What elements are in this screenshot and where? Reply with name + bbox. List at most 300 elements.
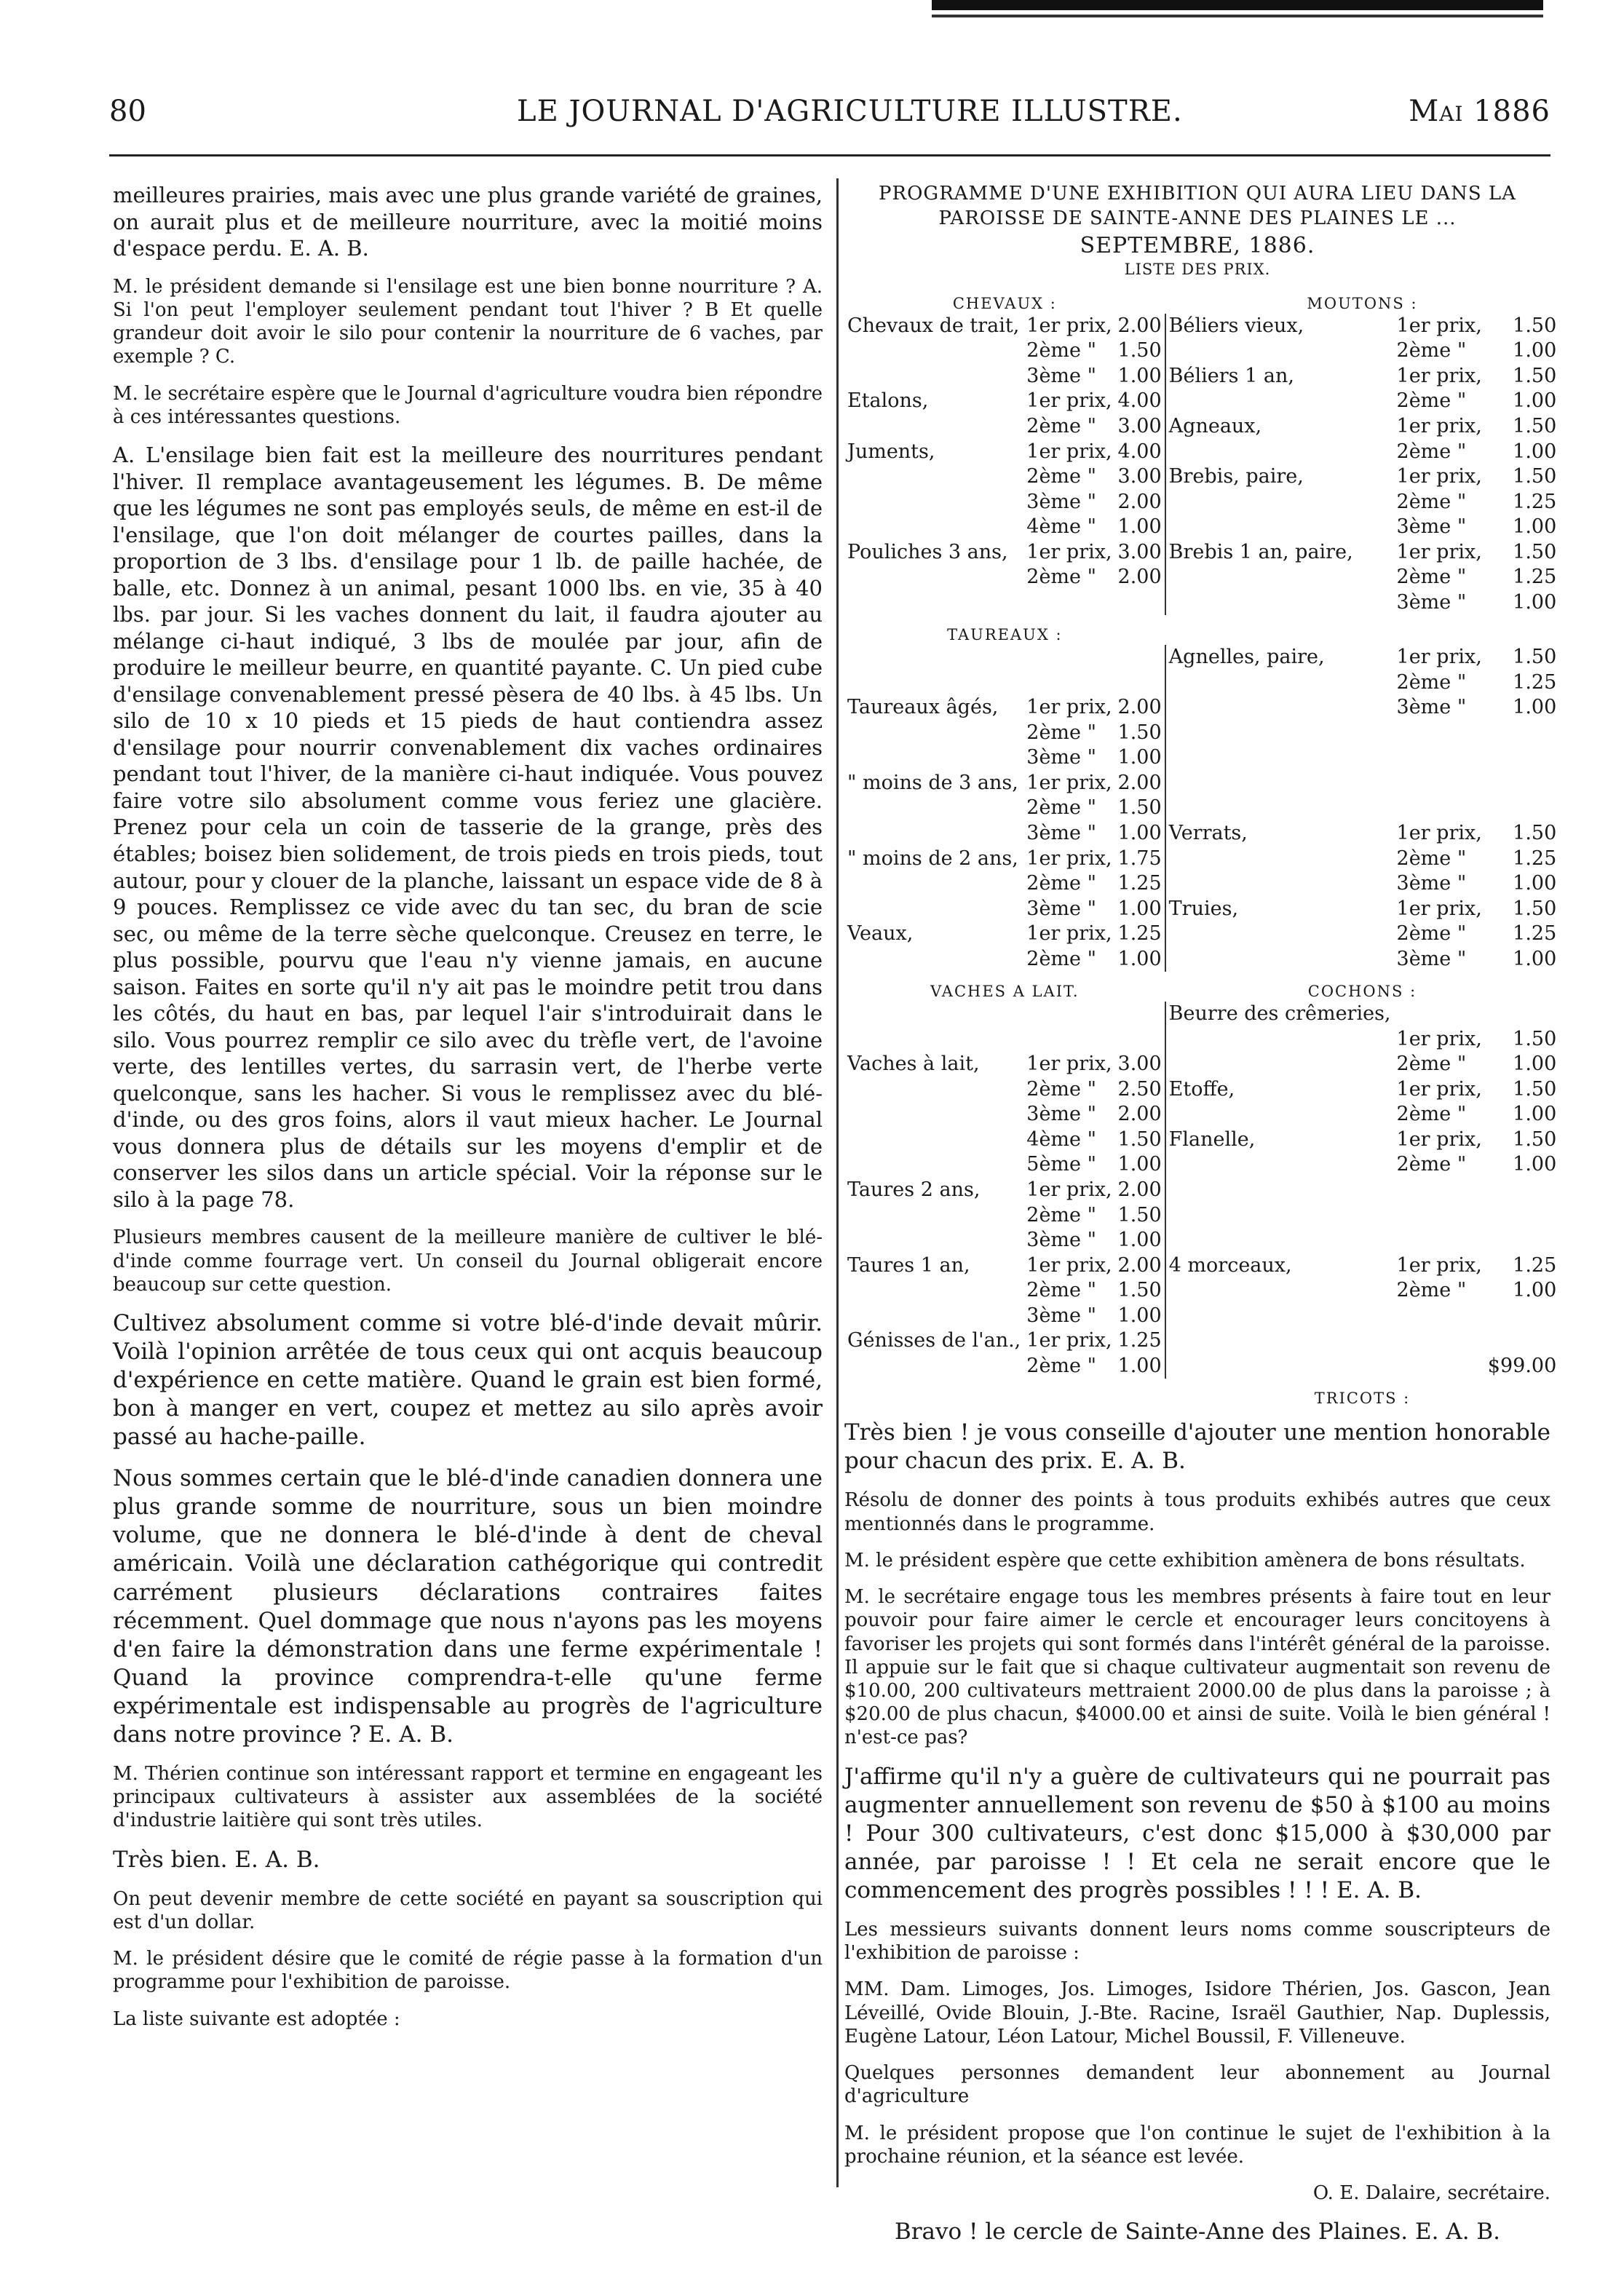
category-left — [844, 1002, 1023, 1027]
prize-row — [844, 1027, 1559, 1053]
rank-right: 2ème " — [1396, 670, 1467, 694]
rank-left: 2ème " — [1026, 721, 1097, 744]
paragraph: M. Thérien continue son intéressant rapport et termine en engageant les principaux cultivateurs à assister aux assemblées de la société d'industrie laitière qui sont très utiles. — [113, 1762, 823, 1832]
rank-right — [1394, 1354, 1485, 1379]
rank-right — [1394, 1328, 1485, 1354]
journal-title: LE JOURNAL D'AGRICULTURE ILLUSTRE. — [517, 95, 1183, 128]
paragraph: M. le président propose que l'on continue le sujet de l'exhibition à la prochaine réunion, et la séance est levée. — [844, 2122, 1550, 2168]
rank-left — [1023, 670, 1114, 696]
category-right: Beurre des crêmeries, — [1168, 1002, 1391, 1026]
rank-left: 2ème " — [1026, 947, 1097, 970]
prize-row — [844, 565, 1559, 590]
amount-right: $99.00 — [1487, 1354, 1557, 1377]
rank-left: 1er prix, — [1026, 1329, 1112, 1352]
amount-left: 2.00 — [1115, 490, 1165, 515]
rank-left: 1er prix, — [1026, 847, 1112, 870]
amount-right: 1.50 — [1513, 314, 1557, 337]
category-left — [844, 897, 1023, 922]
rank-right — [1394, 1228, 1485, 1253]
rank-right: 1er prix, — [1396, 1127, 1482, 1151]
rank-left — [1023, 1027, 1114, 1053]
category-left — [844, 515, 1023, 540]
category-left: Vaches à lait, — [847, 1053, 980, 1076]
amount-left: 1.25 — [1115, 871, 1165, 897]
amount-left: 1.00 — [1115, 1228, 1165, 1253]
rank-left: 4ème " — [1026, 515, 1097, 539]
prize-row — [844, 515, 1559, 540]
rank-left: 4ème " — [1026, 1127, 1097, 1151]
amount-right: 1.00 — [1513, 339, 1557, 362]
amount-left: 2.00 — [1115, 695, 1165, 721]
rank-left: 1er prix, — [1026, 696, 1112, 719]
amount-right: 1.50 — [1513, 1127, 1557, 1151]
prize-row — [844, 1203, 1559, 1229]
amount-right — [1485, 721, 1559, 746]
rank-left: 2ème " — [1026, 1203, 1097, 1226]
amount-right: 1.25 — [1513, 1253, 1557, 1277]
rank-left: 2ème " — [1026, 465, 1097, 488]
paragraph: Cultivez absolument comme si votre blé-d'inde devait mûrir. Voilà l'opinion arrêtée de tous ceux qui ont acquis beaucoup d'expérience en cette matière. Quand le grain est bien formé, bon à manger en vert, coupez et mettez au silo après avoir passé au hache-paille. — [113, 1310, 823, 1451]
category-right: Agnelles, paire, — [1168, 646, 1325, 669]
rank-right: 1er prix, — [1396, 822, 1482, 845]
rank-left: 1er prix, — [1026, 540, 1112, 563]
category-right — [1165, 1027, 1394, 1053]
category-right: Flanelle, — [1168, 1127, 1256, 1151]
rank-right — [1394, 721, 1485, 746]
prize-row — [844, 314, 1559, 339]
amount-right — [1485, 771, 1559, 796]
category-right: Brebis, paire, — [1168, 465, 1304, 488]
paragraph: meilleures prairies, mais avec une plus grande variété de graines, on aurait plus et de meilleure nourriture, avec la moitié moins d'espace perdu. E. A. B. — [113, 183, 823, 261]
prize-row — [844, 1228, 1559, 1253]
section-heading-chevaux: CHEVAUX : — [952, 294, 1057, 312]
category-left — [844, 871, 1023, 897]
category-right — [1165, 847, 1394, 872]
category-left — [844, 721, 1023, 746]
category-left — [844, 414, 1023, 440]
amount-left: 3.00 — [1115, 464, 1165, 490]
category-left — [844, 565, 1023, 590]
rank-right — [1394, 796, 1485, 821]
category-right — [1165, 440, 1394, 465]
category-left — [844, 1278, 1023, 1304]
category-right — [1165, 1354, 1394, 1379]
category-left — [844, 1304, 1023, 1329]
category-right: Béliers vieux, — [1168, 314, 1304, 337]
category-left: Pouliches 3 ans, — [847, 540, 1008, 563]
prize-row — [844, 847, 1559, 872]
issue-date: Mai 1886 — [1409, 95, 1550, 128]
rank-right: 2ème " — [1396, 1153, 1467, 1176]
category-left — [844, 645, 1023, 670]
paragraph: J'affirme qu'il n'y a guère de cultivateurs qui ne pourrait pas augmenter annuellement son revenu de $50 à $100 au moins ! Pour 300 cultivateurs, c'est donc $15,000 à $30,000 par année, par paroisse ! ! Et cela ne serait encore que le commencement des progrès possibles ! ! ! E. A. B. — [844, 1763, 1550, 1903]
rank-right: 1er prix, — [1396, 314, 1482, 337]
program-title-line: PAROISSE DE SAINTE-ANNE DES PLAINES LE ... — [938, 207, 1457, 229]
prize-row — [844, 796, 1559, 821]
category-left — [844, 1228, 1023, 1253]
amount-left: 4.00 — [1115, 440, 1165, 465]
rank-left: 1er prix, — [1026, 771, 1112, 794]
rank-left: 2ème " — [1026, 414, 1097, 437]
category-left: " moins de 3 ans, — [847, 771, 1018, 794]
amount-left: 1.50 — [1115, 338, 1165, 364]
section-heading-moutons: MOUTONS : — [1307, 294, 1418, 312]
rank-right: 3ème " — [1396, 590, 1467, 614]
prize-row — [844, 1102, 1559, 1127]
left-column — [113, 182, 823, 2044]
amount-left: 1.50 — [1115, 1203, 1165, 1229]
prize-row — [844, 1052, 1559, 1077]
amount-left: 1.50 — [1115, 1127, 1165, 1153]
rank-left: 1er prix, — [1026, 922, 1112, 946]
prize-row — [844, 1304, 1559, 1329]
category-left: Taures 1 an, — [847, 1253, 970, 1277]
paragraph: M. le président espère que cette exhibition amènera de bons résultats. — [844, 1549, 1526, 1571]
amount-right: 1.00 — [1513, 696, 1557, 719]
category-left — [844, 1102, 1023, 1127]
category-right — [1165, 1178, 1394, 1203]
program-title — [844, 182, 1550, 280]
rank-left — [1023, 590, 1114, 616]
amount-right — [1485, 1002, 1559, 1027]
rank-right — [1394, 1002, 1485, 1027]
category-right: Truies, — [1168, 897, 1239, 920]
rank-left: 3ème " — [1026, 897, 1097, 920]
rank-right — [1394, 1178, 1485, 1203]
amount-right: 1.50 — [1513, 414, 1557, 437]
category-left: Veaux, — [847, 922, 914, 946]
paragraph: MM. Dam. Limoges, Jos. Limoges, Isidore Thérien, Jos. Gascon, Jean Léveillé, Ovide Blouin, J.-Bte. Racine, Israël Gauthier, Nap. Duplessis, Eugène Latour, Léon Latour, Michel Boussil, F. Villeneuve. — [844, 1978, 1550, 2048]
rank-left: 3ème " — [1026, 746, 1097, 769]
rank-left: 1er prix, — [1026, 1053, 1112, 1076]
rank-right — [1394, 1203, 1485, 1229]
category-right: Agneaux, — [1168, 414, 1262, 437]
amount-right: 1.25 — [1513, 922, 1557, 946]
amount-left: 3.00 — [1115, 540, 1165, 566]
prize-row — [844, 1328, 1559, 1354]
amount-left: 2.00 — [1115, 1178, 1165, 1203]
paragraph: A. L'ensilage bien fait est la meilleure des nourritures pendant l'hiver. Il remplace avantageusement les légumes. B. De même que les légumes ne sont pas employés seuls, de même en est-il de l'ensilage, que l'on doit mélanger de courtes pailles, dans la proportion de 3 lbs. d'ensilage pour 1 lb. de paille hachée, de balle, etc. Donnez à un animal, pesant 1000 lbs. en vie, 35 à 40 lbs. par jour. Si les vaches donnent du lait, il faudra ajouter au mélange ci-haut indiqué, 3 lbs de moulée par jour, afin de produire le meilleur beurre, en quantité payante. C. Un pied cube d'ensilage convenablement pressé pèsera de 40 lbs. à 45 lbs. Un silo de 10 x 10 pieds et 15 pieds de haut contiendra assez d'ensilage pour nourrir convenablement dix vaches ordinaires pendant tout l'hiver, de la manière ci-haut indiquée. Vous pouvez faire votre silo absolument comme vous feriez une glacière. Prenez pour cela un coin de tasserie de la grange, près des étables; boisez bien solidement, de trois pieds en trois pieds, tout autour, pour y clouer de la planche, laissant un espace vide de 8 à 9 pouces. Remplissez ce vide avec du tan sec, du bran de scie sec, ou même de la terre sèche quelconque. Creusez en terre, le plus possible, pourvu que l'eau n'y vienne jamais, en aucune saison. Faites en sorte qu'il n'y ait pas le moindre petit trou dans les côtés, du haut en bas, par lequel l'air s'introduirait dans le silo. Vous pourrez remplir ce silo avec du trèfle vert, de l'avoine verte, des lentilles vertes, du sarrasin vert, de l'herbe verte quelconque, sans les hacher. Si vous le remplissez avec du blé-d'inde, ou des gros foins, alors il vaut mieux hacher. Le Journal vous donnera plus de détails sur les moyens d'emplir et de conserver les silos dans un article spécial. Voir la réponse sur le silo à la page 78. — [113, 443, 823, 1212]
rank-right: 3ème " — [1396, 872, 1467, 895]
amount-left: 2.00 — [1115, 771, 1165, 796]
amount-right: 1.50 — [1513, 1077, 1557, 1101]
rank-left: 3ème " — [1026, 822, 1097, 845]
prize-row — [844, 440, 1559, 465]
amount-right: 1.50 — [1513, 1027, 1557, 1050]
prize-table — [844, 284, 1559, 1408]
prize-row — [844, 1002, 1559, 1027]
amount-right: 1.25 — [1513, 670, 1557, 694]
amount-left: 3.00 — [1115, 1052, 1165, 1077]
rank-left: 1er prix, — [1026, 1253, 1112, 1277]
amount-left: 1.00 — [1115, 1354, 1165, 1379]
category-left — [844, 1152, 1023, 1178]
column-divider — [836, 178, 839, 2187]
amount-right: 1.00 — [1513, 590, 1557, 614]
category-left — [844, 796, 1023, 821]
category-left — [844, 670, 1023, 696]
prize-row — [844, 1178, 1559, 1203]
category-right — [1165, 670, 1394, 696]
category-left — [844, 590, 1023, 616]
amount-right — [1485, 1304, 1559, 1329]
amount-left — [1115, 1027, 1165, 1053]
amount-left — [1115, 590, 1165, 616]
amount-left: 1.00 — [1115, 1304, 1165, 1329]
category-left: Génisses de l'an., — [847, 1329, 1021, 1352]
amount-left: 1.50 — [1115, 721, 1165, 746]
prize-row — [844, 670, 1559, 696]
prize-row — [844, 1077, 1559, 1103]
amount-left: 1.00 — [1115, 1152, 1165, 1178]
amount-right: 1.00 — [1513, 1103, 1557, 1126]
amount-left: 1.25 — [1115, 1328, 1165, 1354]
top-bar-decoration-thin — [932, 15, 1543, 17]
prize-row — [844, 721, 1559, 746]
amount-right: 1.00 — [1513, 1053, 1557, 1076]
category-left — [844, 490, 1023, 515]
prize-row — [844, 695, 1559, 721]
category-right — [1165, 771, 1394, 796]
rank-right: 1er prix, — [1396, 540, 1482, 563]
amount-left: 2.00 — [1115, 1102, 1165, 1127]
prize-row — [844, 771, 1559, 796]
category-right — [1165, 515, 1394, 540]
rank-right: 1er prix, — [1396, 1077, 1482, 1101]
rank-left: 3ème " — [1026, 1304, 1097, 1327]
rank-left: 2ème " — [1026, 796, 1097, 820]
rank-left: 2ème " — [1026, 1354, 1097, 1377]
amount-left: 1.75 — [1115, 847, 1165, 872]
amount-left — [1115, 1002, 1165, 1027]
section-heading-taureaux: TAUREAUX : — [947, 626, 1063, 644]
page-number: 80 — [109, 95, 146, 128]
section-heading-vaches: VACHES A LAIT. — [930, 983, 1080, 1001]
amount-right — [1485, 1328, 1559, 1354]
category-left — [844, 947, 1023, 972]
amount-right: 1.00 — [1513, 872, 1557, 895]
rank-right: 1er prix, — [1396, 465, 1482, 488]
section-heading-cochons: COCHONS : — [1307, 983, 1417, 1001]
category-right — [1165, 721, 1394, 746]
category-right: Béliers 1 an, — [1168, 364, 1294, 387]
amount-right: 1.00 — [1513, 515, 1557, 539]
amount-right: 1.00 — [1513, 440, 1557, 463]
program-title-line: SEPTEMBRE, 1886. — [1080, 232, 1315, 258]
category-right — [1165, 921, 1394, 947]
prize-row — [844, 590, 1559, 616]
category-left — [844, 1203, 1023, 1229]
amount-right: 1.50 — [1513, 646, 1557, 669]
prize-row — [844, 1127, 1559, 1153]
category-right — [1165, 796, 1394, 821]
amount-right — [1485, 1203, 1559, 1229]
category-left — [844, 1027, 1023, 1053]
prize-row — [844, 645, 1559, 670]
rank-right: 2ème " — [1396, 339, 1467, 362]
category-right — [1165, 695, 1394, 721]
rank-left: 1er prix, — [1026, 440, 1112, 463]
category-left — [844, 1127, 1023, 1153]
rank-right: 1er prix, — [1396, 897, 1482, 920]
header-rule — [109, 154, 1550, 156]
category-right: Verrats, — [1168, 822, 1248, 845]
amount-left: 1.00 — [1115, 364, 1165, 389]
paragraph: Très bien ! je vous conseille d'ajouter une mention honorable pour chacun des prix. E. A. B. — [844, 1419, 1550, 1475]
paragraph: M. le secrétaire espère que le Journal d'agriculture voudra bien répondre à ces intéressantes questions. — [113, 382, 823, 428]
paragraph: M. le secrétaire engage tous les membres présents à faire tout en leur pouvoir pour faire aimer le cercle et encourager leurs concitoyens à favoriser les projets qui sont formés dans l'intérêt général de la paroisse. Il appuie sur le fait que si chaque cultivateur augmentait son revenu de $10.00, 200 cultivateurs mettraient 2000.00 de plus dans la paroisse ; à $20.00 de plus chacun, $4000.00 et ainsi de suite. Voilà le bien général ! n'est-ce pas? — [844, 1586, 1550, 1749]
amount-right — [1485, 796, 1559, 821]
category-right — [1165, 1328, 1394, 1354]
category-left — [844, 1354, 1023, 1379]
amount-left: 2.00 — [1115, 314, 1165, 339]
amount-left: 3.00 — [1115, 414, 1165, 440]
amount-right: 1.00 — [1513, 947, 1557, 970]
program-title-line: PROGRAMME D'UNE EXHIBITION QUI AURA LIEU DANS LA — [879, 183, 1516, 205]
prize-row — [844, 414, 1559, 440]
prize-row — [844, 947, 1559, 972]
prize-row — [844, 464, 1559, 490]
amount-left: 2.50 — [1115, 1077, 1165, 1103]
category-right — [1165, 389, 1394, 414]
amount-right: 1.25 — [1513, 566, 1557, 589]
rank-left: 2ème " — [1026, 872, 1097, 895]
paragraph: La liste suivante est adoptée : — [113, 2007, 400, 2030]
amount-left: 1.50 — [1115, 796, 1165, 821]
prize-row — [844, 364, 1559, 389]
rank-right: 2ème " — [1396, 1279, 1467, 1302]
signature: O. E. Dalaire, secrétaire. — [1312, 2182, 1550, 2205]
rank-right: 1er prix, — [1396, 1027, 1482, 1050]
amount-right: 1.00 — [1513, 389, 1557, 413]
rank-left: 2ème " — [1026, 1279, 1097, 1302]
rank-right: 2ème " — [1396, 389, 1467, 413]
category-left — [844, 1077, 1023, 1103]
rank-right: 2ème " — [1396, 1103, 1467, 1126]
category-right: Brebis 1 an, paire, — [1168, 540, 1353, 563]
paragraph: Résolu de donner des points à tous produits exhibés autres que ceux mentionnés dans le programme. — [844, 1489, 1550, 1535]
prize-row — [844, 897, 1559, 922]
prize-row — [844, 871, 1559, 897]
amount-right: 1.50 — [1513, 364, 1557, 387]
category-right: Etoffe, — [1168, 1077, 1235, 1101]
amount-right: 1.50 — [1513, 897, 1557, 920]
category-right — [1165, 947, 1394, 972]
prize-row — [844, 821, 1559, 847]
paragraph: Très bien. E. A. B. — [113, 1846, 320, 1873]
rank-right — [1394, 771, 1485, 796]
category-left: Chevaux de trait, — [847, 314, 1020, 337]
rank-right: 3ème " — [1396, 515, 1467, 539]
rank-right: 2ème " — [1396, 490, 1467, 513]
amount-left: 4.00 — [1115, 389, 1165, 414]
page-header — [109, 95, 1550, 138]
rank-right: 3ème " — [1396, 696, 1467, 719]
rank-left — [1023, 1002, 1114, 1027]
category-left: Etalons, — [847, 389, 929, 413]
category-right — [1165, 1052, 1394, 1077]
category-left: Taureaux âgés, — [847, 696, 999, 719]
category-left — [844, 338, 1023, 364]
prize-row — [844, 1354, 1559, 1379]
prize-row — [844, 490, 1559, 515]
rank-left: 3ème " — [1026, 490, 1097, 513]
top-bar-decoration — [932, 0, 1543, 10]
prize-row — [844, 389, 1559, 414]
amount-right: 1.25 — [1513, 490, 1557, 513]
category-right — [1165, 590, 1394, 616]
amount-right: 1.00 — [1513, 1153, 1557, 1176]
rank-right: 2ème " — [1396, 440, 1467, 463]
amount-left: 1.25 — [1115, 921, 1165, 947]
category-right — [1165, 1278, 1394, 1304]
category-right — [1165, 1152, 1394, 1178]
prize-row — [844, 338, 1559, 364]
category-left — [844, 464, 1023, 490]
amount-right: 1.00 — [1513, 1279, 1557, 1302]
rank-left: 3ème " — [1026, 1229, 1097, 1252]
amount-left: 2.00 — [1115, 1253, 1165, 1279]
prize-row — [844, 921, 1559, 947]
prize-row — [844, 1152, 1559, 1178]
prize-row — [844, 1278, 1559, 1304]
rank-left — [1023, 645, 1114, 670]
category-right — [1165, 490, 1394, 515]
category-left — [844, 821, 1023, 847]
rank-right: 1er prix, — [1396, 414, 1482, 437]
paragraph: On peut devenir membre de cette société en payant sa souscription qui est d'un dollar. — [113, 1887, 823, 1933]
rank-left: 1er prix, — [1026, 1178, 1112, 1202]
rank-right: 2ème " — [1396, 1053, 1467, 1076]
amount-right: 1.25 — [1513, 847, 1557, 870]
amount-left — [1115, 645, 1165, 670]
rank-right: 2ème " — [1396, 847, 1467, 870]
prize-row — [844, 1253, 1559, 1279]
rank-right: 1er prix, — [1396, 646, 1482, 669]
amount-left: 1.00 — [1115, 745, 1165, 771]
rank-left: 2ème " — [1026, 339, 1097, 362]
amount-left — [1115, 670, 1165, 696]
rank-left: 3ème " — [1026, 1103, 1097, 1126]
paragraph: Plusieurs membres causent de la meilleure manière de cultiver le blé-d'inde comme fourrage vert. Un conseil du Journal obligerait encore beaucoup sur cette question. — [113, 1226, 823, 1296]
prize-row — [844, 745, 1559, 771]
rank-left: 2ème " — [1026, 566, 1097, 589]
category-right — [1165, 1304, 1394, 1329]
rank-right: 3ème " — [1396, 947, 1467, 970]
amount-left: 1.50 — [1115, 1278, 1165, 1304]
amount-left: 1.00 — [1115, 515, 1165, 540]
rank-left: 2ème " — [1026, 1077, 1097, 1101]
rank-right: 1er prix, — [1396, 1253, 1482, 1277]
paragraph: M. le président demande si l'ensilage est une bien bonne nourriture ? A. Si l'on peut l'employer seulement pendant tout l'hiver ? B Et quelle grandeur doit avoir le silo pour contenir la nourriture de 6 vaches, par exemple ? C. — [113, 275, 823, 368]
amount-right — [1485, 745, 1559, 771]
category-left — [844, 745, 1023, 771]
paragraph: M. le président désire que le comité de régie passe à la formation d'un programme pour l'exhibition de paroisse. — [113, 1948, 823, 1994]
prize-row — [844, 540, 1559, 566]
category-right — [1165, 1228, 1394, 1253]
amount-right — [1485, 1178, 1559, 1203]
right-column — [844, 182, 1557, 2259]
rank-right: 1er prix, — [1396, 364, 1482, 387]
amount-left: 1.00 — [1115, 821, 1165, 847]
paragraph: Les messieurs suivants donnent leurs noms comme souscripteurs de l'exhibition de paroisse : — [844, 1918, 1550, 1965]
rank-right — [1394, 745, 1485, 771]
category-right — [1165, 745, 1394, 771]
paragraph: Quelques personnes demandent leur abonnement au Journal d'agriculture — [844, 2062, 1550, 2108]
category-left: Taures 2 ans, — [847, 1178, 981, 1202]
category-left — [844, 364, 1023, 389]
rank-right: 2ème " — [1396, 922, 1467, 946]
